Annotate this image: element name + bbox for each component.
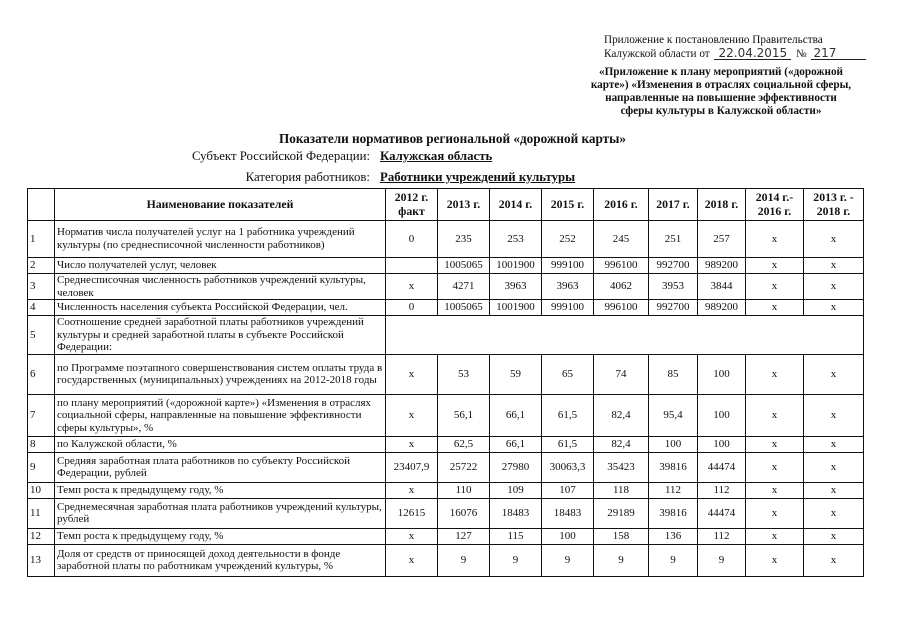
column-header-4: 2014 г. <box>490 189 542 221</box>
value-cell: x <box>804 452 864 482</box>
value-cell: x <box>804 258 864 274</box>
value-cell: x <box>386 544 438 576</box>
value-cell: x <box>386 394 438 436</box>
value-cell: 59 <box>490 354 542 394</box>
column-header-8: 2018 г. <box>698 189 746 221</box>
appendix-line-2-prefix: Калужской области от <box>604 47 710 60</box>
value-cell: 82,4 <box>594 394 649 436</box>
value-cell: 4062 <box>594 274 649 300</box>
value-cell: 16076 <box>438 498 490 528</box>
appendix-number-sign: № <box>796 47 807 60</box>
column-header-5: 2015 г. <box>542 189 594 221</box>
value-cell: x <box>746 221 804 258</box>
value-cell: x <box>746 394 804 436</box>
value-cell: 257 <box>698 221 746 258</box>
indicator-name: Численность населения субъекта Российской Федерации, чел. <box>55 300 386 316</box>
column-header-0 <box>28 189 55 221</box>
row-number: 11 <box>28 498 55 528</box>
value-cell: x <box>746 274 804 300</box>
value-cell: x <box>804 528 864 544</box>
category-row <box>160 170 575 185</box>
value-cell: 1001900 <box>490 300 542 316</box>
value-cell: 100 <box>542 528 594 544</box>
value-cell: 35423 <box>594 452 649 482</box>
table-row <box>28 394 864 436</box>
value-cell: 53 <box>438 354 490 394</box>
row-number: 8 <box>28 436 55 452</box>
table-row <box>28 528 864 544</box>
value-cell: 112 <box>698 528 746 544</box>
value-cell: x <box>386 482 438 498</box>
value-cell: 30063,3 <box>542 452 594 482</box>
appendix-header <box>604 34 864 60</box>
table-row <box>28 316 864 355</box>
value-cell: 999100 <box>542 300 594 316</box>
value-cell: 158 <box>594 528 649 544</box>
table-row <box>28 274 864 300</box>
table-row <box>28 436 864 452</box>
value-cell: 253 <box>490 221 542 258</box>
indicator-name: по Калужской области, % <box>55 436 386 452</box>
value-cell: x <box>804 221 864 258</box>
indicators-table <box>27 188 864 577</box>
value-cell: 992700 <box>649 258 698 274</box>
value-cell: 109 <box>490 482 542 498</box>
value-cell: x <box>804 544 864 576</box>
value-cell: 1001900 <box>490 258 542 274</box>
column-header-2: 2012 г. факт <box>386 189 438 221</box>
value-cell: x <box>746 300 804 316</box>
value-cell: x <box>804 354 864 394</box>
category-label: Категория работников: <box>245 170 370 184</box>
value-cell: 989200 <box>698 258 746 274</box>
value-cell: 18483 <box>542 498 594 528</box>
value-cell: x <box>386 528 438 544</box>
value-cell: 12615 <box>386 498 438 528</box>
value-cell: 95,4 <box>649 394 698 436</box>
value-cell: 3963 <box>542 274 594 300</box>
value-cell: x <box>386 436 438 452</box>
value-cell: 4271 <box>438 274 490 300</box>
value-cell: 62,5 <box>438 436 490 452</box>
page-title: Показатели нормативов региональной «дорожной карты» <box>278 131 627 146</box>
column-header-1: Наименование показателей <box>55 189 386 221</box>
column-header-7: 2017 г. <box>649 189 698 221</box>
row-number: 2 <box>28 258 55 274</box>
column-header-9: 2014 г.- 2016 г. <box>746 189 804 221</box>
table-row <box>28 452 864 482</box>
value-cell: 112 <box>649 482 698 498</box>
value-cell: 136 <box>649 528 698 544</box>
value-cell: x <box>804 482 864 498</box>
value-cell: 9 <box>649 544 698 576</box>
value-cell: 44474 <box>698 498 746 528</box>
value-cell: 989200 <box>698 300 746 316</box>
indicator-name: Норматив числа получателей услуг на 1 работника учреждений культуры (по среднесписочной численности работников) <box>55 221 386 258</box>
value-cell: 235 <box>438 221 490 258</box>
value-cell: 23407,9 <box>386 452 438 482</box>
value-cell: 107 <box>542 482 594 498</box>
value-cell: 992700 <box>649 300 698 316</box>
value-cell: 85 <box>649 354 698 394</box>
value-cell: 127 <box>438 528 490 544</box>
row-number: 10 <box>28 482 55 498</box>
merged-empty-cell <box>386 316 864 355</box>
value-cell: 25722 <box>438 452 490 482</box>
value-cell: 251 <box>649 221 698 258</box>
indicator-name: Среднесписочная численность работников учреждений культуры, человек <box>55 274 386 300</box>
appendix-number: 217 <box>811 47 866 60</box>
value-cell: 9 <box>698 544 746 576</box>
row-number: 4 <box>28 300 55 316</box>
category-value: Работники учреждений культуры <box>380 170 576 184</box>
value-cell: 100 <box>698 354 746 394</box>
row-number: 1 <box>28 221 55 258</box>
row-number: 13 <box>28 544 55 576</box>
plan-note: «Приложение к плану мероприятий («дорожной карте») «Изменения в отраслях социальной сферы, направленные на повышение эффективности сферы культуры в Калужской области» <box>590 66 852 117</box>
value-cell: 61,5 <box>542 436 594 452</box>
value-cell: 100 <box>698 436 746 452</box>
value-cell: x <box>746 544 804 576</box>
indicator-name: по Программе поэтапного совершенствования систем оплаты труда в государственных (муниципальных) учреждениях на 2012-2018 годы <box>55 354 386 394</box>
value-cell: 65 <box>542 354 594 394</box>
row-number: 6 <box>28 354 55 394</box>
value-cell: x <box>746 436 804 452</box>
subject-label: Субъект Российской Федерации: <box>191 149 370 163</box>
table-row <box>28 354 864 394</box>
value-cell: x <box>386 274 438 300</box>
subject-value: Калужская область <box>380 149 493 163</box>
row-number: 3 <box>28 274 55 300</box>
value-cell: 115 <box>490 528 542 544</box>
value-cell: 996100 <box>594 300 649 316</box>
value-cell: 3953 <box>649 274 698 300</box>
value-cell: 999100 <box>542 258 594 274</box>
value-cell: 9 <box>542 544 594 576</box>
value-cell: 3844 <box>698 274 746 300</box>
column-header-3: 2013 г. <box>438 189 490 221</box>
value-cell: x <box>804 274 864 300</box>
indicator-name: Темп роста к предыдущему году, % <box>55 482 386 498</box>
value-cell: 66,1 <box>490 436 542 452</box>
value-cell: 9 <box>594 544 649 576</box>
indicator-name: Темп роста к предыдущему году, % <box>55 528 386 544</box>
value-cell: 100 <box>698 394 746 436</box>
row-number: 5 <box>28 316 55 355</box>
value-cell: 1005065 <box>438 300 490 316</box>
value-cell: 74 <box>594 354 649 394</box>
value-cell: x <box>746 498 804 528</box>
value-cell: 66,1 <box>490 394 542 436</box>
value-cell: 29189 <box>594 498 649 528</box>
indicator-name: Число получателей услуг, человек <box>55 258 386 274</box>
appendix-line-2 <box>604 47 864 61</box>
value-cell: 18483 <box>490 498 542 528</box>
value-cell: 44474 <box>698 452 746 482</box>
value-cell: x <box>804 300 864 316</box>
indicator-name: Среднемесячная заработная плата работников учреждений культуры, рублей <box>55 498 386 528</box>
table-header-row <box>28 189 864 221</box>
value-cell: x <box>804 394 864 436</box>
value-cell: 39816 <box>649 498 698 528</box>
appendix-line-1: Приложение к постановлению Правительства <box>604 34 823 46</box>
value-cell: x <box>746 482 804 498</box>
appendix-date: 22.04.2015 <box>714 47 791 60</box>
value-cell: 9 <box>490 544 542 576</box>
value-cell: 61,5 <box>542 394 594 436</box>
table-row <box>28 498 864 528</box>
row-number: 7 <box>28 394 55 436</box>
table-row <box>28 221 864 258</box>
value-cell: x <box>746 528 804 544</box>
value-cell <box>386 258 438 274</box>
value-cell: 82,4 <box>594 436 649 452</box>
value-cell: 9 <box>438 544 490 576</box>
value-cell: 110 <box>438 482 490 498</box>
indicator-name: по плану мероприятий («дорожной карте») «Изменения в отраслях социальной сферы, направленные на повышение эффективности сферы культуры», % <box>55 394 386 436</box>
value-cell: x <box>746 354 804 394</box>
value-cell: 996100 <box>594 258 649 274</box>
row-number: 12 <box>28 528 55 544</box>
subject-row <box>160 149 492 164</box>
value-cell: 252 <box>542 221 594 258</box>
value-cell: x <box>746 258 804 274</box>
table-row <box>28 258 864 274</box>
table-row <box>28 300 864 316</box>
column-header-6: 2016 г. <box>594 189 649 221</box>
indicator-name: Средняя заработная плата работников по субъекту Российской Федерации, рублей <box>55 452 386 482</box>
value-cell: 0 <box>386 221 438 258</box>
value-cell: 100 <box>649 436 698 452</box>
table-row <box>28 482 864 498</box>
value-cell: x <box>386 354 438 394</box>
indicator-name: Доля от средств от приносящей доход деятельности в фонде заработной платы по работникам учреждений культуры, % <box>55 544 386 576</box>
value-cell: 56,1 <box>438 394 490 436</box>
indicator-name: Соотношение средней заработной платы работников учреждений культуры и средней заработной платы в субъекте Российской Федерации: <box>55 316 386 355</box>
value-cell: 1005065 <box>438 258 490 274</box>
value-cell: x <box>804 498 864 528</box>
value-cell: 0 <box>386 300 438 316</box>
value-cell: 112 <box>698 482 746 498</box>
row-number: 9 <box>28 452 55 482</box>
table-row <box>28 544 864 576</box>
table-body <box>28 221 864 577</box>
value-cell: 3963 <box>490 274 542 300</box>
column-header-10: 2013 г. - 2018 г. <box>804 189 864 221</box>
value-cell: x <box>804 436 864 452</box>
value-cell: x <box>746 452 804 482</box>
value-cell: 39816 <box>649 452 698 482</box>
value-cell: 27980 <box>490 452 542 482</box>
value-cell: 118 <box>594 482 649 498</box>
value-cell: 245 <box>594 221 649 258</box>
